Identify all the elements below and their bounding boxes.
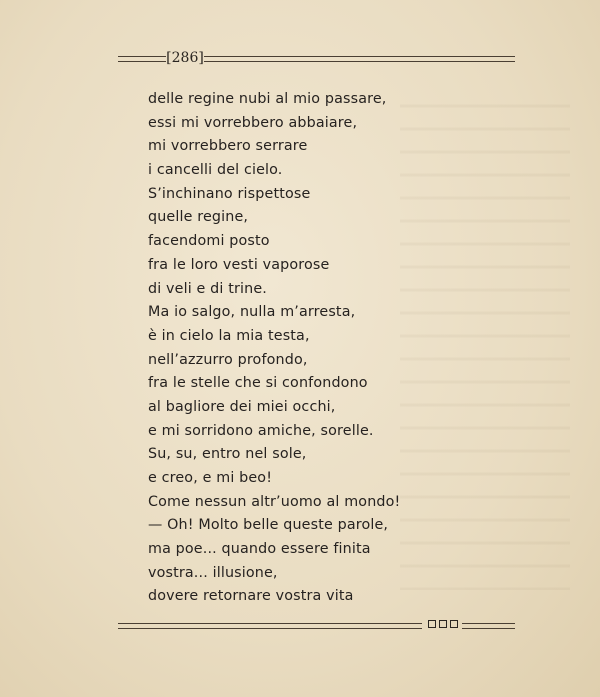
poem-line: ma poe... quando essere finita [148, 541, 371, 558]
footer-rule-right [462, 623, 515, 629]
poem-line: S’inchinano rispettose [148, 185, 311, 202]
footer-rule-left [118, 623, 422, 629]
page-footer [118, 618, 515, 634]
poem-line: essi mi vorrebbero abbaiare, [148, 114, 358, 131]
poem-line: nell’azzurro profondo, [148, 351, 308, 368]
poem-line: — Oh! Molto belle queste parole, [148, 517, 389, 534]
poem-line: Ma io salgo, nulla m’arresta, [148, 304, 356, 321]
poem-line: mi vorrebbero serrare [148, 138, 308, 155]
poem-line: facendomi posto [148, 233, 270, 250]
header-rule-right [204, 56, 515, 62]
ornament-square-icon [439, 620, 447, 628]
poem-line: Come nessun altr’uomo al mondo! [148, 493, 401, 510]
poem-line: e mi sorridono amiche, sorelle. [148, 422, 374, 439]
poem-line: vostra... illusione, [148, 564, 278, 581]
page-number: [286] [166, 50, 204, 66]
poem-line: fra le loro vesti vaporose [148, 256, 330, 273]
poem-line: i cancelli del cielo. [148, 162, 283, 179]
poem-line: quelle regine, [148, 209, 249, 226]
footer-ornament [428, 620, 458, 628]
poem-line: Su, su, entro nel sole, [148, 446, 307, 463]
bleed-through-texture [400, 90, 570, 590]
poem-line: fra le stelle che si confondono [148, 375, 368, 392]
page-header [118, 48, 515, 68]
poem-line: è in cielo la mia testa, [148, 327, 310, 344]
poem-line: al bagliore dei miei occhi, [148, 398, 336, 415]
poem-line: dovere retornare vostra vita [148, 588, 354, 605]
poem-line: delle regine nubi al mio passare, [148, 91, 387, 107]
poem-line: di veli e di trine. [148, 280, 267, 297]
poem-text [148, 88, 400, 609]
poem-line: e creo, e mi beo! [148, 470, 273, 486]
ornament-square-icon [428, 620, 436, 628]
ornament-square-icon [450, 620, 458, 628]
header-rule-left [118, 56, 166, 62]
